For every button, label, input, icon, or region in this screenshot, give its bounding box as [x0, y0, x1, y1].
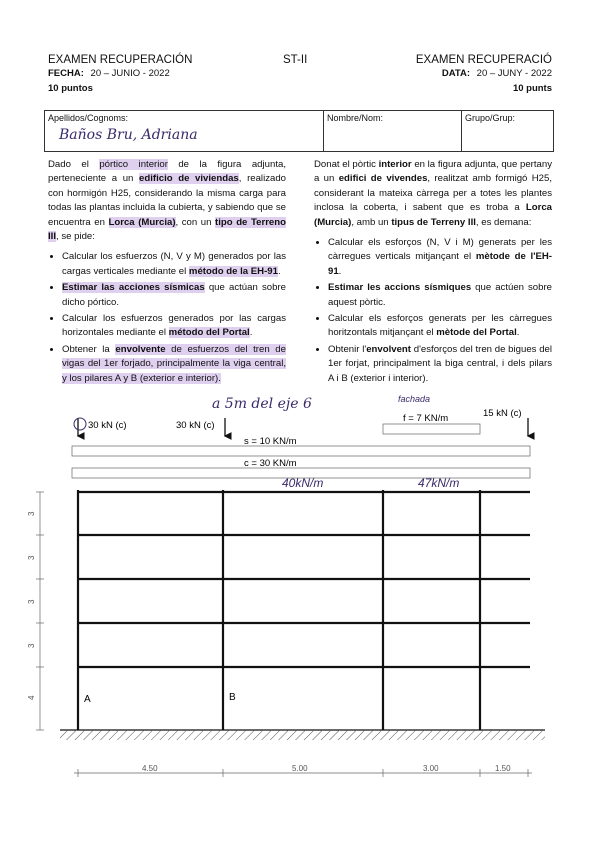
- t: , amb un: [351, 216, 392, 228]
- points-ca: 10 punts: [512, 83, 552, 94]
- load-s-band: [72, 446, 530, 456]
- load-c-label: c = 30 KN/m: [244, 458, 297, 469]
- t: envolvent: [366, 343, 411, 355]
- height-label: 3: [27, 555, 36, 560]
- t: edificio de viviendas: [139, 173, 239, 185]
- t: Calcular los esfuerzos generados por las cargas horizontales mediante el: [62, 313, 286, 339]
- date-label-ca: DATA:: [441, 68, 471, 79]
- t: pórtico interior: [99, 159, 168, 170]
- handwritten-circle-left: [74, 418, 86, 430]
- span-label: 4.50: [142, 764, 158, 773]
- t: , es demana:: [475, 216, 532, 228]
- height-label: 4: [27, 695, 36, 700]
- load-f-band: [383, 424, 480, 434]
- load-f-label: f = 7 KN/m: [403, 413, 449, 424]
- t: interior: [378, 159, 412, 170]
- t: Obtenir l': [328, 343, 367, 355]
- t: .: [338, 265, 342, 277]
- t: , se pide:: [56, 231, 95, 243]
- date-value-es: 20 – JUNIO - 2022: [90, 68, 170, 79]
- span-label: 1.50: [495, 764, 511, 773]
- name-label: Nombre/Nom:: [327, 113, 384, 123]
- t: Calcular los esfuerzos (N, V y M) generados por las cargas verticales mediante el: [62, 251, 286, 277]
- t: .: [277, 265, 281, 277]
- note-handwritten: a 5m del eje 6: [212, 396, 312, 412]
- load-right-label: 15 kN (c): [483, 408, 522, 419]
- t: método de la EH-91: [188, 265, 278, 277]
- label-A: A: [84, 694, 91, 705]
- t: de esfuerzos del tren de vigas del 1er forjado, principalmente la viga central, y los pilares A y B (exterior e interior).: [62, 343, 286, 384]
- t: tipus de Terreny III: [391, 216, 476, 228]
- t: Lorca (Murcia): [108, 216, 176, 228]
- load-left-label: 30 kN (c): [88, 420, 127, 431]
- group-label: Grupo/Grup:: [465, 113, 516, 123]
- surname-handwritten: Baños Bru, Adriana: [59, 127, 198, 143]
- date-value-ca: 20 – JUNY - 2022: [476, 68, 552, 79]
- t: mètode del Portal: [436, 327, 517, 339]
- date-label-es: FECHA:: [48, 68, 84, 79]
- frame-beams: [78, 492, 530, 667]
- height-label: 3: [27, 511, 36, 516]
- t: Lorca (Murcia): [314, 202, 552, 228]
- t: que actúan sobre dicho pórtico.: [62, 282, 286, 308]
- t: que actúen sobre aquest pòrtic.: [328, 282, 552, 308]
- exam-title-ca: EXAMEN RECUPERACIÓ: [415, 54, 552, 66]
- t: método del Portal: [168, 327, 250, 339]
- hand-load-47: 47kN/m: [418, 476, 460, 490]
- course-code: ST-II: [283, 54, 308, 66]
- load-s-label: s = 10 KN/m: [244, 436, 297, 447]
- label-B: B: [229, 692, 236, 703]
- t: Donat el pòrtic: [314, 159, 379, 170]
- note-fachada: fachada: [398, 394, 431, 404]
- t: Estimar les accions sísmiques: [328, 282, 472, 294]
- load-mid-label: 30 kN (c): [176, 420, 215, 431]
- span-label: 3.00: [423, 764, 439, 773]
- t: de la figura adjunta, perteneciente a un: [48, 159, 286, 185]
- t: envolvente: [115, 343, 166, 355]
- height-labels: [27, 511, 36, 700]
- t: , realitzat amb formigó H25, considerant la mateixa càrrega per a totes les plantes inclosa la coberta, i sabent que es troba a: [314, 173, 552, 214]
- t: , realizado con hormigón H25, considerando la misma carga para todas las plantas incluida la cubierta, y sabiendo que se encuentra en: [48, 173, 287, 228]
- exam-title-es: EXAMEN RECUPERACIÓN: [48, 54, 193, 66]
- t: d'esforços del tren de bigues del 1er forjat, principalment la biga central, i dels pilars A i B (exterior i interior).: [328, 343, 553, 384]
- t: tipo de Terreno III: [48, 216, 286, 243]
- frame-columns: [78, 490, 480, 730]
- t: Dado el: [48, 159, 100, 170]
- t: en la figura adjunta, que pertany a un: [314, 159, 552, 185]
- t: , con un: [175, 216, 216, 228]
- t: mètode de l'EH-91: [328, 251, 552, 277]
- t: .: [516, 327, 520, 339]
- height-label: 3: [27, 599, 36, 604]
- t: Calcular els esforços generats per les càrregues horitzontals mitjançant el: [328, 313, 552, 339]
- t: .: [249, 327, 253, 339]
- t: edifici de vivendes: [338, 173, 428, 185]
- ground-hatch: [60, 730, 545, 740]
- surname-label: Apellidos/Cognoms:: [48, 113, 129, 123]
- hand-load-40: 40kN/m: [282, 476, 324, 490]
- t: Obtener la: [62, 343, 116, 355]
- height-label: 3: [27, 643, 36, 648]
- t: Estimar las acciones sísmicas: [62, 282, 205, 294]
- t: Calcular els esforços (N, V i M) generats per les càrregues verticals mitjançant el: [328, 237, 552, 263]
- points-es: 10 puntos: [48, 83, 93, 94]
- span-labels: [142, 764, 511, 773]
- span-label: 5.00: [292, 764, 308, 773]
